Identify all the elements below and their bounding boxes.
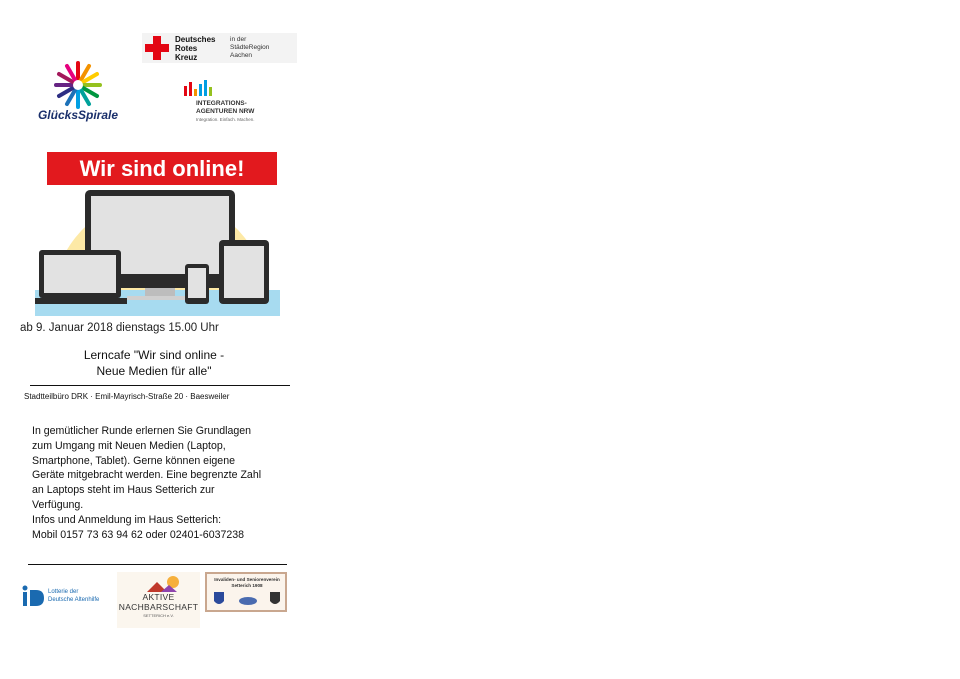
online-hero-image xyxy=(35,150,280,320)
event-address: Stadtteilbüro DRK · Emil-Mayrisch-Straße 20 · Baesweiler xyxy=(24,392,230,401)
event-title: Lerncafe "Wir sind online - Neue Medien für alle" xyxy=(83,348,225,378)
aktive-nachbarschaft-title: AKTIVE NACHBARSCHAFT xyxy=(118,592,199,612)
integration-title: INTEGRATIONS- AGENTUREN NRW xyxy=(196,100,255,115)
integrationsagenturen-logo xyxy=(180,80,270,130)
seniorenverein-logo xyxy=(205,572,287,612)
lotterie-logo xyxy=(22,582,114,612)
seniorenverein-title: Invaliden- und Seniorenverein Setterich 1908 xyxy=(214,577,280,588)
divider-top xyxy=(30,385,290,386)
drk-name: Deutsches Rotes Kreuz xyxy=(175,35,216,62)
event-date: ab 9. Januar 2018 dienstags 15.00 Uhr xyxy=(20,322,219,334)
lotterie-text: Lotterie der Deutsche Altenhilfe xyxy=(48,589,100,603)
drk-logo xyxy=(142,33,297,63)
spiral-flower-icon xyxy=(28,60,128,110)
kda-icon xyxy=(22,584,46,608)
event-description: In gemütlicher Runde erlernen Sie Grundlagen zum Umgang mit Neuen Medien (Laptop, Smartphone, Tablet). Gerne können eigene Geräte mitgebracht werden. Eine begrenzte Zahl an Laptops steht im Haus Setterich zur Verfügung. Infos und Anmeldung im Haus Setterich: Mobil 0157 73 63 94 62 oder 02401-6037238 xyxy=(32,425,262,541)
online-banner: Wir sind online! xyxy=(47,152,277,185)
red-cross-icon xyxy=(145,36,169,60)
bar-icon xyxy=(182,80,222,102)
glueckspirale-logo xyxy=(28,60,128,128)
aktive-nachbarschaft-subtitle: SETTERICH e.V. xyxy=(143,613,174,618)
drk-region: in der StädteRegion Aachen xyxy=(230,36,270,59)
crest-icons xyxy=(208,591,286,609)
rooftops-icon xyxy=(117,574,200,594)
aktive-nachbarschaft-logo xyxy=(117,572,200,628)
integration-subtitle: Integration. Einfach. Machen. xyxy=(196,117,255,122)
divider-bottom xyxy=(28,564,287,565)
glueckspirale-wordmark: GlücksSpirale xyxy=(37,108,119,122)
